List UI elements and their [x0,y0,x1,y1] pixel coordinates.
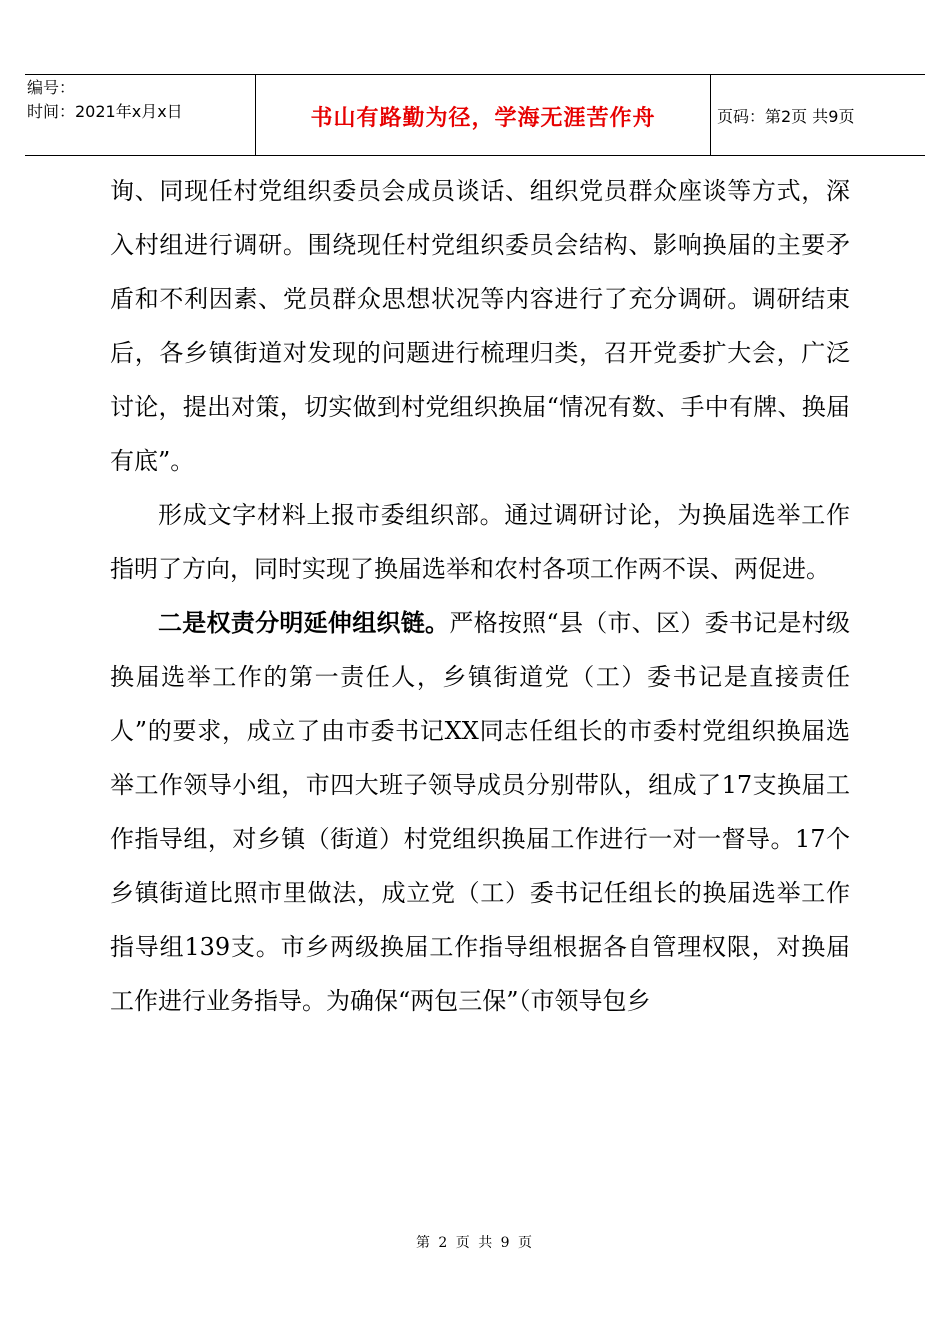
paragraph-2: 形成文字材料上报市委组织部。通过调研讨论，为换届选举工作指明了方向，同时实现了换届选举和农村各项工作两不误、两促进。 [110,501,850,583]
paragraph-3-text: 严格按照“县（市、区）委书记是村级换届选举工作的第一责任人，乡镇街道党（工）委书记是直接责任人”的要求，成立了由市委书记XX同志任组长的市委村党组织换届选举工作领导小组，市四大班子领导成员分别带队，组成了17支换届工作指导组，对乡镇（街道）村党组织换届工作进行一对一督导。17个乡镇街道比照市里做法，成立党（工）委书记任组长的换届选举工作指导组139支。市乡两级换届工作指导组根据各自管理权限，对换届工作进行业务指导。为确保“两包三保”（市领导包乡 [110,609,850,1015]
header-page-cell [709,75,925,155]
number-label: 编号： [27,78,76,97]
header-meta-cell [25,75,255,155]
time-label: 时间：2021年x月x日 [27,102,183,121]
header-page-label: 页码：第2页 共9页 [717,107,855,126]
paragraph-1: 询、同现任村党组织委员会成员谈话、组织党员群众座谈等方式，深入村组进行调研。围绕现任村党组织委员会结构、影响换届的主要矛盾和不利因素、党员群众思想状况等内容进行了充分调研。调研结束后，各乡镇街道对发现的问题进行梳理归类，召开党委扩大会，广泛讨论，提出对策，切实做到村党组织换届“情况有数、手中有牌、换届有底”。 [110,177,850,475]
header-motto: 书山有路勤为径，学海无涯苦作舟 [310,106,656,131]
document-header [25,74,925,156]
document-body [110,164,850,1028]
paragraph-3 [110,596,850,1028]
page-footer: 第 2 页 共 9 页 [415,1235,535,1251]
paragraph-3-heading: 二是权责分明延伸组织链。 [158,608,450,637]
header-motto-cell [255,75,711,155]
